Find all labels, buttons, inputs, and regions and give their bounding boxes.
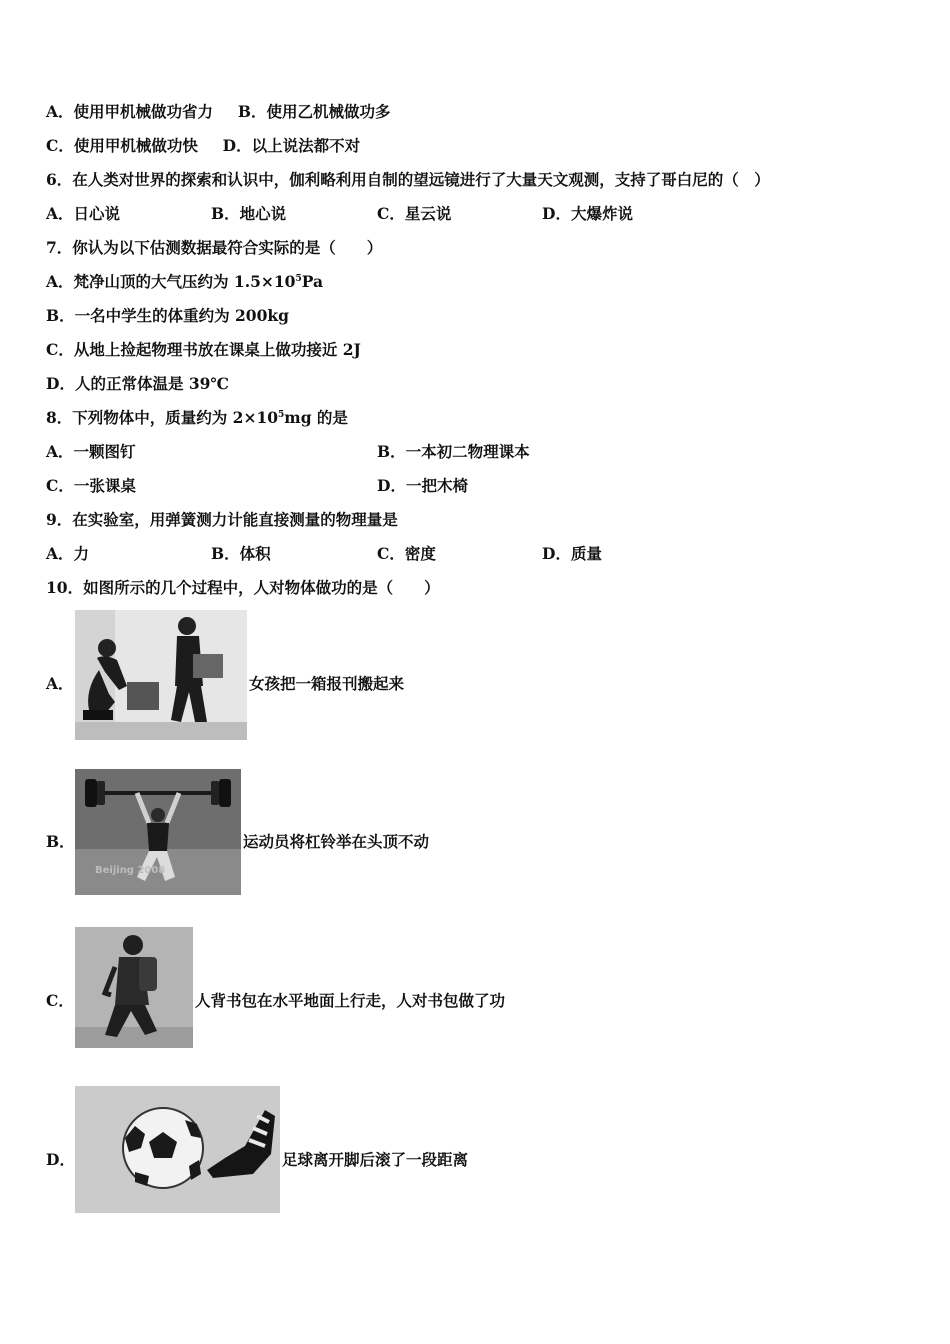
q6-option-a: A．日心说: [46, 204, 121, 223]
soccer-ball-kick-icon: [75, 1086, 280, 1213]
q7-option-c: C．从地上捡起物理书放在课桌上做功接近 2J: [46, 340, 361, 359]
q5-option-a: A．使用甲机械做功省力: [46, 102, 214, 121]
q8-stem-text: 8．下列物体中，质量约为 2×10: [46, 408, 279, 427]
q7-option-d: D．人的正常体温是 39℃: [46, 374, 229, 393]
q5-option-d: D．以上说法都不对: [222, 136, 361, 155]
girl-lifting-box-icon: [75, 610, 247, 740]
q10-option-c-label: C．: [46, 991, 74, 1010]
q9-stem: 9．在实验室，用弹簧测力计能直接测量的物理量是: [46, 510, 398, 529]
q10-stem: 10．如图所示的几个过程中，人对物体做功的是（ ）: [46, 578, 440, 597]
q10-option-d-caption: 足球离开脚后滚了一段距离: [282, 1150, 469, 1169]
q10-option-a-label: A．: [46, 674, 74, 693]
q7-option-a: [46, 272, 323, 292]
q10-option-b-label: B．: [46, 832, 75, 851]
q10-option-d-label: D．: [46, 1150, 75, 1169]
q6-option-d: D．大爆炸说: [542, 204, 633, 223]
q10-option-b-caption: 运动员将杠铃举在头顶不动: [243, 832, 430, 851]
q9-option-d: D．质量: [542, 544, 602, 563]
q7-stem: 7．你认为以下估测数据最符合实际的是（ ）: [46, 238, 383, 257]
q7-option-b: B．一名中学生的体重约为 200kg: [46, 306, 289, 325]
weightlifter-photo: [75, 769, 241, 895]
q6-stem: 6．在人类对世界的探索和认识中，伽利略利用自制的望远镜进行了大量天文观测，支持了哥白尼的（ ）: [46, 170, 770, 189]
q5-options-row1: [46, 102, 390, 122]
q10-option-b-photo-text: Beijing 2008: [95, 865, 166, 876]
q8-option-c: C．一张课桌: [46, 476, 136, 495]
q9-option-a: A．力: [46, 544, 90, 563]
q8-stem-exponent: 5: [278, 410, 285, 420]
q7-option-a-text: A．梵净山顶的大气压约为 1.5×10: [46, 272, 296, 291]
person-with-backpack-photo: [75, 927, 193, 1048]
q10-option-a-caption: 女孩把一箱报刊搬起来: [249, 674, 405, 693]
q5-options-row2: [46, 136, 360, 156]
q8-option-a: A．一颗图钉: [46, 442, 136, 461]
q5-option-b: B．使用乙机械做功多: [237, 102, 391, 121]
girl-lifting-box-photo: [75, 610, 247, 740]
q9-option-c: C．密度: [377, 544, 436, 563]
q10-option-c-caption: 人背书包在水平地面上行走，人对书包做了功: [195, 991, 506, 1010]
q8-option-d: D．一把木椅: [377, 476, 468, 495]
q8-stem: [46, 408, 348, 428]
q7-option-a-exponent: 5: [295, 274, 302, 284]
q8-stem-tail: mg 的是: [284, 408, 348, 427]
weightlifter-icon: [75, 769, 241, 895]
q5-option-c: C．使用甲机械做功快: [46, 136, 198, 155]
soccer-ball-kick-photo: [75, 1086, 280, 1213]
q7-option-a-unit: Pa: [301, 272, 324, 291]
q6-option-c: C．星云说: [377, 204, 452, 223]
q6-option-b: B．地心说: [211, 204, 287, 223]
q9-option-b: B．体积: [211, 544, 271, 563]
q8-option-b: B．一本初二物理课本: [377, 442, 530, 461]
person-with-backpack-icon: [75, 927, 193, 1048]
